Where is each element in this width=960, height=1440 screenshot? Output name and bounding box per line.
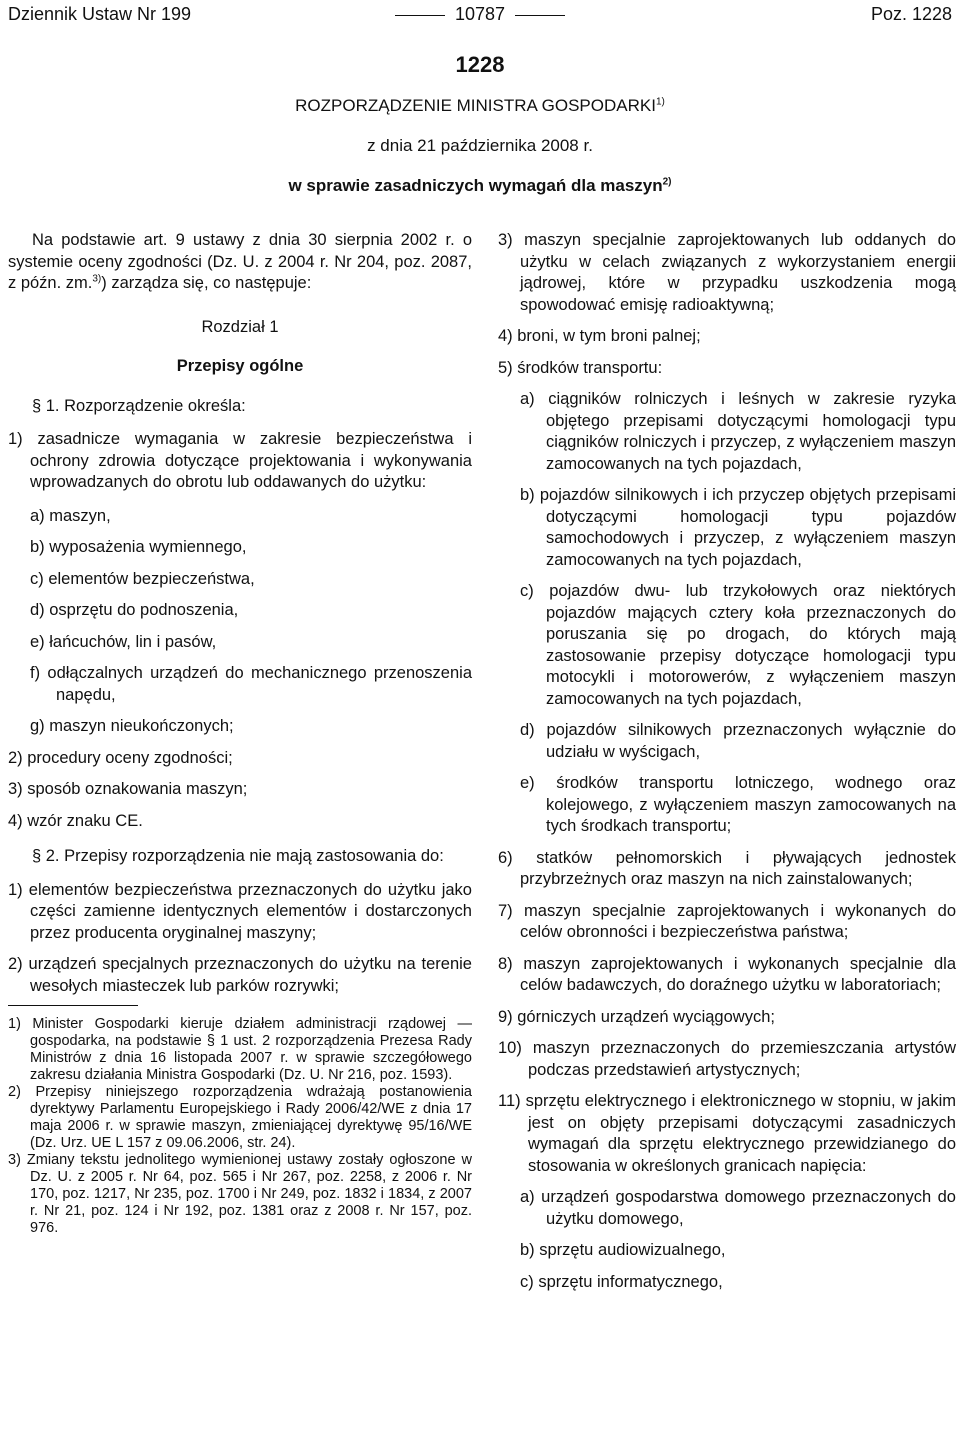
section-1: § 1. Rozporządzenie określa:: [32, 396, 246, 415]
right-column: [498, 230, 956, 1293]
s2-item-2: 2) urządzeń specjalnych przeznaczonych do użytku na terenie wesołych miasteczek lub parków rozrywki;: [8, 955, 472, 995]
footnote-1: 1) Minister Gospodarki kieruje działem administracji rządowej — gospodarka, na podstawie § 1 ust. 2 rozporządzenia Prezesa Rady Ministrów z dnia 16 listopada 2007 r. w sprawie szczegółowego zakresu działania Ministra Gospodarki (Dz. U. Nr 216, poz. 1593).: [8, 1016, 472, 1083]
s1-item-1f: f) odłączalnych urządzeń do mechanicznego przenoszenia napędu,: [30, 664, 472, 704]
s1-item-1c: c) elementów bezpieczeństwa,: [30, 569, 255, 588]
s1-item-1: 1) zasadnicze wymagania w zakresie bezpieczeństwa i ochrony zdrowia dotyczące projektowania i wykonywania wprowadzanych do obrotu lub oddawanych do użytku:: [8, 430, 472, 491]
s2-item-5e: e) środków transportu lotniczego, wodnego oraz kolejowego, z wyłączeniem maszyn zamocowanych na tych środkach transportu;: [520, 774, 956, 835]
chapter-label: Rozdział 1: [201, 317, 279, 336]
s2-item-6: 6) statków pełnomorskich i pływających jednostek przybrzeżnych oraz maszyn na nich zainstalowanych;: [498, 848, 956, 888]
page-number-text: 10787: [454, 4, 506, 24]
act-date: z dnia 21 października 2008 r.: [367, 136, 593, 155]
journal-name: Dziennik Ustaw Nr 199: [8, 4, 192, 24]
s1-item-2: 2) procedury oceny zgodności;: [8, 748, 233, 767]
chapter-title: Przepisy ogólne: [176, 357, 304, 375]
s2-item-8: 8) maszyn zaprojektowanych i wykonanych specjalnie dla celów badawczych, do doraźnego użytku w laboratoriach;: [498, 954, 956, 994]
s1-item-1e: e) łańcuchów, lin i pasów,: [30, 632, 217, 651]
act-number: 1228: [455, 52, 505, 77]
act-subject-footnote-ref: 2): [662, 176, 672, 188]
section-2: § 2. Przepisy rozporządzenia nie mają zastosowania do:: [32, 847, 444, 865]
s1-item-3: 3) sposób oznakowania maszyn;: [8, 780, 248, 798]
legal-basis-text-b: ) zarządza się, co następuje:: [101, 274, 312, 292]
left-column: [8, 230, 472, 1237]
s1-item-1a: a) maszyn,: [30, 506, 111, 525]
s1-item-1g: g) maszyn nieukończonych;: [30, 717, 234, 735]
s1-item-1b: b) wyposażenia wymiennego,: [30, 538, 247, 556]
s2-item-4: 4) broni, w tym broni palnej;: [498, 327, 701, 345]
s2-item-10: 10) maszyn przeznaczonych do przemieszczania artystów podczas przedstawień artystycznych;: [498, 1039, 956, 1079]
s2-item-11: 11) sprzętu elektrycznego i elektronicznego w stopniu, w jakim jest on objęty przepisami dotyczącymi zasadniczych wymagań dla sprzętu elektrycznego przewidzianego do stosowania w określonych granicach napięcia:: [498, 1092, 956, 1175]
s2-item-3: 3) maszyn specjalnie zaprojektowanych lub oddanych do użytku w celach związanych z wykorzystaniem energii jądrowej, które w przypadku uszkodzenia mogą spowodować emisję radioaktywną;: [498, 231, 956, 314]
s2-item-11c: c) sprzętu informatycznego,: [520, 1272, 723, 1291]
position-number: Poz. 1228: [870, 4, 952, 24]
s2-item-1: 1) elementów bezpieczeństwa przeznaczonych do użytku jako części zamienne identycznych elementów i dostarczonych przez producenta oryginalnej maszyny;: [8, 880, 472, 942]
s2-item-5: 5) środków transportu:: [498, 358, 663, 377]
s2-item-9: 9) górniczych urządzeń wyciągowych;: [498, 1007, 775, 1026]
act-title-text: ROZPORZĄDZENIE MINISTRA GOSPODARKI: [295, 96, 656, 115]
legal-basis-footnote-ref: 3): [92, 273, 102, 285]
s1-item-4: 4) wzór znaku CE.: [8, 811, 143, 830]
footnote-separator: [8, 1005, 138, 1006]
s2-item-5d: d) pojazdów silnikowych przeznaczonych wyłącznie do udziału w wyścigach,: [520, 721, 956, 761]
s2-item-5b: b) pojazdów silnikowych i ich przyczep objętych przepisami dotyczącymi homologacji typu pojazdów samochodowych i przyczep, z wyłączeniem maszyn zamocowanych na tych pojazdach,: [520, 486, 956, 569]
s2-item-11b: b) sprzętu audiowizualnego,: [520, 1241, 726, 1259]
act-title-footnote-ref: 1): [655, 96, 665, 108]
legal-basis: [8, 230, 472, 295]
s2-item-5c: c) pojazdów dwu- lub trzykołowych oraz niektórych pojazdów mających cztery koła przeznaczonych do poruszania się po drogach, do których mają zastosowanie przepisy dotyczące homologacji typu motocykli i motorowerów, z wyłączeniem maszyn zamocowanych na tych pojazdach,: [520, 582, 956, 708]
s1-item-1d: d) osprzętu do podnoszenia,: [30, 601, 239, 619]
legal-basis-text-a: Na podstawie art. 9 ustawy z dnia 30 sierpnia 2002 r. o systemie oceny zgodności (Dz. U. z 2004 r. Nr 204, poz. 2087, z późn. zm.: [8, 231, 472, 292]
s2-item-11a: a) urządzeń gospodarstwa domowego przeznaczonych do użytku domowego,: [520, 1188, 956, 1228]
page-header: [8, 0, 952, 28]
s2-item-7: 7) maszyn specjalnie zaprojektowanych i wykonanych do celów obronności i bezpieczeństwa państwa;: [498, 901, 956, 941]
s2-item-5a: a) ciągników rolniczych i leśnych w zakresie ryzyka objętego przepisami dotyczącymi homologacji typu ciągników rolniczych i przyczep, z wyłączeniem maszyn zamocowanych na tych pojazdach,: [520, 390, 956, 473]
footnotes: [8, 1016, 472, 1237]
act-subject-text: w sprawie zasadniczych wymagań dla maszyn: [288, 176, 663, 195]
footnote-2: 2) Przepisy niniejszego rozporządzenia wdrażają postanowienia dyrektywy Parlamentu Europejskiego i Rady 2006/42/WE z dnia 17 maja 2006 r. w sprawie maszyn, zmieniającej dyrektywę 95/16/WE (Dz. Urz. UE L 157 z 09.06.2006, str. 24).: [8, 1084, 472, 1151]
page-number: [8, 4, 952, 25]
footnote-3: 3) Zmiany tekstu jednolitego wymienionej ustawy zostały ogłoszone w Dz. U. z 2005 r. Nr 64, poz. 565 i Nr 267, poz. 2258, z 2006 r. Nr 170, poz. 1217, Nr 235, poz. 1700 i Nr 249, poz. 1832 i 1834, z 2007 r. Nr 21, poz. 124 i Nr 192, poz. 1381 oraz z 2008 r. Nr 157, poz. 976.: [8, 1152, 472, 1236]
act-title: [0, 96, 960, 116]
act-subject: [0, 176, 960, 196]
